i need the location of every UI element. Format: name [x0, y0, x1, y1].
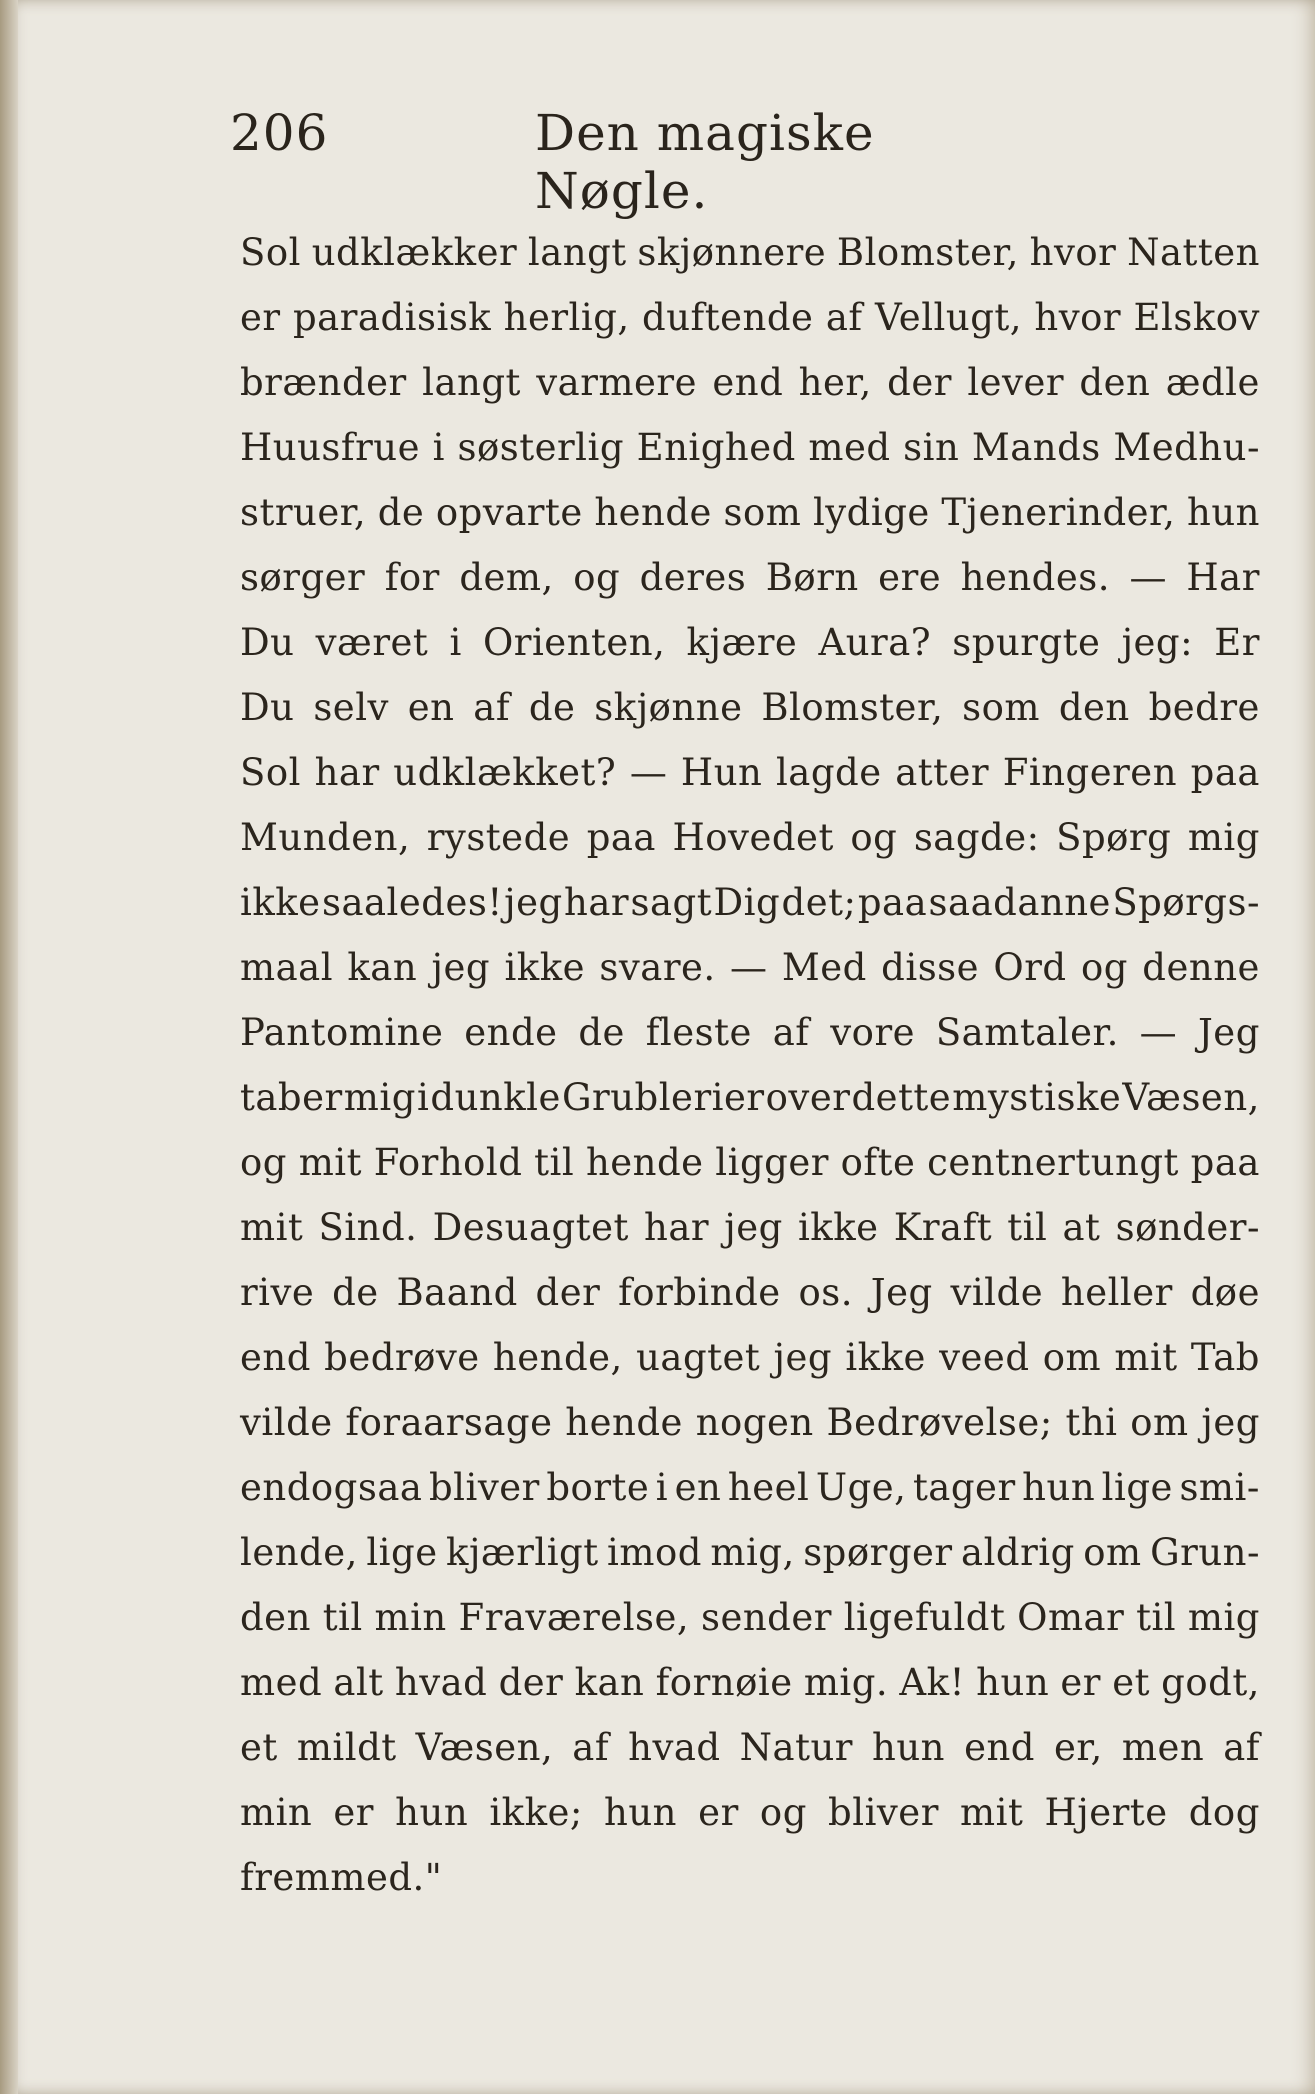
- word: mit: [1114, 1336, 1178, 1379]
- word: jeg: [724, 1206, 783, 1249]
- word: Kraft: [893, 1206, 993, 1249]
- text-line: [240, 285, 1260, 350]
- word: duftende: [642, 296, 814, 339]
- word: mig,: [710, 1531, 795, 1574]
- text-line: [240, 1650, 1260, 1715]
- word: at: [1062, 1206, 1101, 1249]
- word: —: [730, 946, 768, 989]
- text-line: [240, 1000, 1260, 1065]
- word: spørger: [803, 1531, 953, 1574]
- word: ikke;: [489, 1791, 583, 1834]
- word: Vellugt,: [874, 296, 1023, 339]
- word: skjønnere: [637, 231, 827, 274]
- word: dem,: [459, 556, 554, 599]
- word: i: [416, 1076, 430, 1119]
- word: Hjerte: [1044, 1791, 1168, 1834]
- word: hun: [872, 1726, 946, 1769]
- word: Orienten,: [482, 621, 666, 664]
- word: ikke: [240, 881, 321, 924]
- word: Fingeren: [1002, 751, 1178, 794]
- word: Hovedet: [672, 816, 834, 859]
- word: heller: [1060, 1271, 1173, 1314]
- word: ligefuldt: [843, 1596, 1006, 1639]
- word: ende: [464, 1011, 558, 1054]
- word: end: [964, 1726, 1035, 1769]
- word: bedrøve: [324, 1336, 480, 1379]
- word: fornøie: [655, 1661, 793, 1704]
- word: endogsaa: [240, 1466, 423, 1509]
- word: imod: [607, 1531, 702, 1574]
- word: været: [315, 621, 429, 664]
- word: med: [240, 1661, 323, 1704]
- word: rive: [240, 1271, 315, 1314]
- word: er: [240, 296, 281, 339]
- word: Omar: [1017, 1596, 1125, 1639]
- word: ikke: [504, 946, 586, 989]
- word: de: [528, 686, 576, 729]
- word: hendes.: [960, 556, 1110, 599]
- word: og: [759, 1791, 807, 1834]
- text-line: [240, 1715, 1260, 1780]
- word: der: [535, 1271, 601, 1314]
- page-number: 206: [230, 104, 329, 162]
- word: disse: [881, 946, 980, 989]
- page-header: [230, 104, 1030, 220]
- word: Hun: [680, 751, 763, 794]
- word: fleste: [645, 1011, 752, 1054]
- word: der: [887, 361, 952, 404]
- word: jeg: [1201, 1401, 1260, 1444]
- word: vilde: [950, 1271, 1044, 1314]
- word: Fraværelse,: [458, 1596, 690, 1639]
- word: mit: [960, 1791, 1024, 1834]
- word: mig.: [803, 1661, 889, 1704]
- word: hvor: [1029, 231, 1117, 274]
- word: Spørgs-: [1112, 881, 1260, 924]
- word: vilde: [240, 1401, 333, 1444]
- word: Uge,: [815, 1466, 907, 1509]
- word: jeg:: [1121, 621, 1194, 664]
- word: Aura?: [818, 621, 932, 664]
- word: centnertungt: [927, 1141, 1179, 1184]
- word: af: [1223, 1726, 1260, 1769]
- word: mit: [298, 1141, 362, 1184]
- word: af: [772, 1011, 810, 1054]
- text-line: [240, 415, 1260, 480]
- word: udklækket?: [393, 751, 617, 794]
- word: og: [850, 816, 898, 859]
- word: Ak!: [899, 1661, 965, 1704]
- word: dog: [1188, 1791, 1260, 1834]
- word: hende: [585, 1141, 704, 1184]
- word: sagde:: [913, 816, 1040, 859]
- word: kan: [347, 946, 418, 989]
- word: saadanne: [928, 881, 1111, 924]
- word: paa: [586, 816, 656, 859]
- word: hun: [976, 1661, 1050, 1704]
- word: mig: [343, 1076, 416, 1119]
- word: paa: [1190, 1141, 1260, 1184]
- text-line: [240, 220, 1260, 285]
- word: som: [962, 686, 1041, 729]
- text-line: [240, 1585, 1260, 1650]
- word: rystede: [426, 816, 571, 859]
- word: Tjenerinder,: [941, 491, 1176, 534]
- word: den: [1058, 686, 1130, 729]
- word: af: [572, 1726, 610, 1769]
- word: min: [374, 1596, 447, 1639]
- word: ligger: [715, 1141, 829, 1184]
- text-line: [240, 1845, 1260, 1910]
- word: Har: [1186, 556, 1260, 599]
- word: os.: [798, 1271, 853, 1314]
- word: Jeg: [870, 1271, 933, 1314]
- word: et: [240, 1726, 278, 1769]
- word: saaledes!: [321, 881, 503, 924]
- word: jeg: [504, 881, 563, 924]
- word: de: [332, 1271, 379, 1314]
- word: mit: [240, 1206, 304, 1249]
- word: ikke: [797, 1206, 879, 1249]
- word: den: [240, 1596, 311, 1639]
- body-text: [240, 220, 1260, 1910]
- word: de: [377, 491, 425, 534]
- word: foraarsage: [345, 1401, 553, 1444]
- text-line: [240, 1065, 1260, 1130]
- word: det;: [781, 881, 857, 924]
- text-line: [240, 1455, 1260, 1520]
- word: Du: [240, 686, 295, 729]
- word: mystiske: [952, 1076, 1122, 1119]
- word: med: [808, 426, 891, 469]
- word: sørger: [240, 556, 366, 599]
- text-line: [240, 1520, 1260, 1585]
- word: denne: [1142, 946, 1260, 989]
- word: hende: [594, 491, 712, 534]
- word: i: [432, 426, 445, 469]
- word: hun: [395, 1791, 469, 1834]
- word: Med: [781, 946, 867, 989]
- word: for: [384, 556, 440, 599]
- word: om: [1130, 1401, 1189, 1444]
- word: nogen: [695, 1401, 814, 1444]
- word: end: [240, 1336, 311, 1379]
- word: der: [498, 1661, 564, 1704]
- word: lagde: [775, 751, 882, 794]
- word: taber: [240, 1076, 343, 1119]
- word: af: [473, 686, 511, 729]
- word: sønder-: [1115, 1206, 1260, 1249]
- word: Tab: [1190, 1336, 1260, 1379]
- word: hun: [1187, 491, 1260, 534]
- text-line: [240, 480, 1260, 545]
- word: et: [1112, 1661, 1150, 1704]
- word: Blomster,: [761, 686, 944, 729]
- word: ofte: [840, 1141, 916, 1184]
- word: døe: [1190, 1271, 1260, 1314]
- word: til: [1136, 1596, 1177, 1639]
- word: mildt: [296, 1726, 397, 1769]
- word: paradisisk: [292, 296, 492, 339]
- word: uagtet: [636, 1336, 761, 1379]
- word: hun: [604, 1791, 678, 1834]
- word: Er: [1214, 621, 1260, 664]
- word: Desuagtet: [432, 1206, 629, 1249]
- word: Mands: [971, 426, 1101, 469]
- word: varmere: [536, 361, 697, 404]
- word: —: [1139, 1011, 1178, 1054]
- word: hvad: [394, 1661, 488, 1704]
- word: af: [825, 296, 863, 339]
- word: om: [1042, 1336, 1102, 1379]
- word: bedre: [1148, 686, 1260, 729]
- word: og: [573, 556, 621, 599]
- word: over: [765, 1076, 851, 1119]
- word: til: [1007, 1206, 1048, 1249]
- word: hende,: [492, 1336, 623, 1379]
- word: sender: [700, 1596, 832, 1639]
- word: hun: [1022, 1466, 1096, 1509]
- word: lydige: [812, 491, 930, 534]
- word: lige: [1101, 1466, 1173, 1509]
- word: Forhold: [373, 1141, 523, 1184]
- word: mig: [1187, 1596, 1260, 1639]
- word: kjærligt: [446, 1531, 599, 1574]
- word: til: [534, 1141, 575, 1184]
- word: struer,: [240, 491, 367, 534]
- word: Grun-: [1150, 1531, 1260, 1574]
- text-line: [240, 350, 1260, 415]
- word: selv: [313, 686, 389, 729]
- word: sagt: [630, 881, 713, 924]
- word: kan: [574, 1661, 645, 1704]
- text-line: [240, 1390, 1260, 1455]
- word: søsterlig: [457, 426, 625, 469]
- word: aldrig: [961, 1531, 1075, 1574]
- page-gutter-shadow: [0, 0, 18, 2094]
- word: har: [564, 881, 630, 924]
- word: Elskov: [1133, 296, 1260, 339]
- word: sin: [903, 426, 960, 469]
- word: opvarte: [435, 491, 583, 534]
- word: i: [655, 1466, 669, 1509]
- word: har: [644, 1206, 710, 1249]
- word: mig: [1187, 816, 1260, 859]
- word: Medhu-: [1113, 426, 1260, 469]
- word: deres: [639, 556, 747, 599]
- word: Væsen,: [415, 1726, 554, 1769]
- word: hvor: [1034, 296, 1122, 339]
- running-title: Den magiske Nøgle.: [535, 104, 875, 220]
- word: Natten: [1127, 231, 1260, 274]
- word: er: [1060, 1661, 1101, 1704]
- word: Dig: [713, 881, 781, 924]
- word: jeg: [431, 946, 491, 989]
- text-line: [240, 675, 1260, 740]
- word: den: [1079, 361, 1151, 404]
- word: tager: [912, 1466, 1016, 1509]
- word: er: [698, 1791, 739, 1834]
- word: men: [1121, 1726, 1205, 1769]
- word: spurgte: [952, 621, 1101, 664]
- word: dette: [851, 1076, 952, 1119]
- text-line: [240, 740, 1260, 805]
- text-line: [240, 1195, 1260, 1260]
- word: en: [674, 1466, 722, 1509]
- word: og: [1080, 946, 1128, 989]
- text-line: [240, 1260, 1260, 1325]
- word: om: [1083, 1531, 1142, 1574]
- word: lende,: [240, 1531, 358, 1574]
- word: udklækker: [311, 231, 518, 274]
- word: fremmed.": [240, 1856, 443, 1899]
- word: forbinde: [618, 1271, 781, 1314]
- word: Pantomine: [240, 1011, 444, 1054]
- text-line: [240, 935, 1260, 1000]
- word: ikke: [845, 1336, 926, 1379]
- text-line: [240, 1130, 1260, 1195]
- word: langt: [422, 361, 521, 404]
- word: min: [240, 1791, 313, 1834]
- word: jeg: [773, 1336, 833, 1379]
- word: Spørg: [1056, 816, 1172, 859]
- word: Baand: [396, 1271, 518, 1314]
- word: som: [723, 491, 802, 534]
- word: paa: [857, 881, 928, 924]
- word: Sol: [240, 231, 301, 274]
- word: er,: [1054, 1726, 1103, 1769]
- text-line: [240, 1325, 1260, 1390]
- word: bliver: [828, 1791, 939, 1834]
- word: Sind.: [318, 1206, 418, 1249]
- text-line: [240, 870, 1260, 935]
- word: herlig,: [503, 296, 630, 339]
- word: dunkle: [430, 1076, 561, 1119]
- text-line: [240, 610, 1260, 675]
- word: Du: [240, 621, 295, 664]
- word: Blomster,: [836, 231, 1019, 274]
- word: Bedrøvelse;: [826, 1401, 1053, 1444]
- word: langt: [527, 231, 627, 274]
- word: hende: [565, 1401, 683, 1444]
- word: Væsen,: [1122, 1076, 1260, 1119]
- word: en: [407, 686, 455, 729]
- word: veed: [939, 1336, 1030, 1379]
- word: atter: [895, 751, 990, 794]
- word: —: [1129, 556, 1167, 599]
- word: alt: [333, 1661, 384, 1704]
- word: Sol: [240, 751, 301, 794]
- word: lever: [967, 361, 1065, 404]
- word: i: [449, 621, 462, 664]
- word: har: [314, 751, 380, 794]
- word: bliver: [429, 1466, 540, 1509]
- word: ere: [878, 556, 942, 599]
- word: godt,: [1161, 1661, 1260, 1704]
- word: Samtaler.: [935, 1011, 1119, 1054]
- word: end: [712, 361, 784, 404]
- word: Enighed: [636, 426, 796, 469]
- word: svare.: [599, 946, 716, 989]
- word: paa: [1190, 751, 1260, 794]
- word: kjære: [686, 621, 798, 664]
- word: heel: [727, 1466, 810, 1509]
- word: Jeg: [1197, 1011, 1260, 1054]
- word: Grublerier: [561, 1076, 765, 1119]
- word: de: [578, 1011, 625, 1054]
- word: maal: [240, 946, 334, 989]
- word: her,: [798, 361, 872, 404]
- word: borte: [546, 1466, 650, 1509]
- word: ædle: [1165, 361, 1260, 404]
- word: Ord: [993, 946, 1067, 989]
- word: vore: [830, 1011, 916, 1054]
- word: Huusfrue: [240, 426, 421, 469]
- word: thi: [1065, 1401, 1118, 1444]
- word: brænder: [240, 361, 407, 404]
- text-line: [240, 1780, 1260, 1845]
- word: Natur: [739, 1726, 853, 1769]
- word: —: [629, 751, 668, 794]
- text-line: [240, 545, 1260, 610]
- word: smi-: [1179, 1466, 1260, 1509]
- word: skjønne: [594, 686, 743, 729]
- word: og: [240, 1141, 287, 1184]
- word: Munden,: [240, 816, 411, 859]
- word: lige: [366, 1531, 438, 1574]
- word: Børn: [765, 556, 859, 599]
- word: til: [322, 1596, 363, 1639]
- text-line: [240, 805, 1260, 870]
- word: hvad: [628, 1726, 721, 1769]
- word: er: [333, 1791, 374, 1834]
